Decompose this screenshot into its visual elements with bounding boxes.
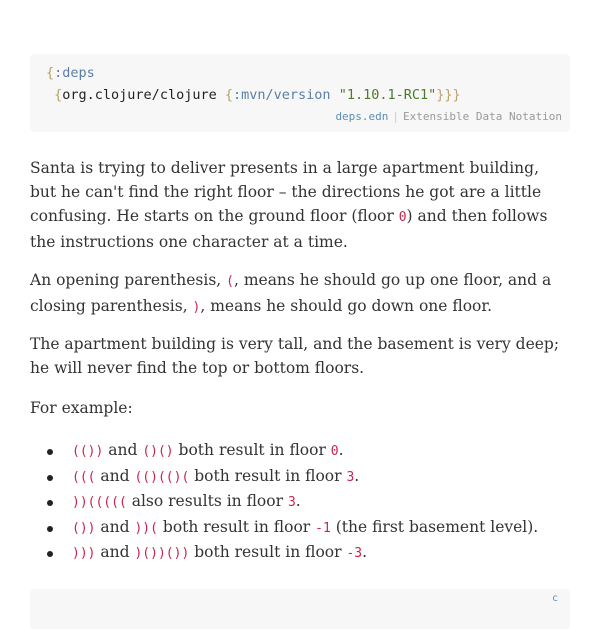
example-code: )())()) — [134, 546, 190, 561]
code-keyword-deps: :deps — [54, 65, 95, 81]
code-brace: { — [224, 87, 233, 103]
para1-text-a: Santa is trying to deliver presents in a large apartment building, but he can't find the right floor – the directions he got are a little confusing. He starts on the ground floor (floor — [30, 159, 542, 225]
example-text: . — [354, 466, 360, 485]
inline-code-floor0: 0 — [398, 210, 407, 225]
example-code: ()() — [142, 444, 174, 459]
example-floor: 3 — [287, 495, 296, 510]
example-code: ))( — [134, 520, 158, 536]
example-code: ))((((( — [72, 495, 127, 510]
bullet — [47, 475, 53, 481]
list-item — [30, 438, 570, 464]
inline-code-close-paren: ) — [192, 300, 201, 315]
paragraph-intro — [30, 156, 570, 254]
bullet — [47, 500, 53, 506]
example-text: both result in floor — [157, 517, 316, 536]
para2-text-a: An opening parenthesis, — [30, 271, 227, 289]
paragraph-building: The apartment building is very tall, and the basement is very deep; he will never find the top or bottom floors. — [30, 335, 560, 377]
paragraph-for-example: For example: — [30, 399, 133, 417]
list-item — [30, 515, 570, 541]
example-text: also results in floor — [126, 492, 288, 510]
example-text: both result in floor — [189, 466, 347, 485]
caption-separator: | — [392, 110, 400, 123]
code-caption — [335, 110, 562, 123]
example-code: (()) — [72, 444, 104, 459]
list-item — [30, 489, 570, 515]
example-text: both result in floor — [189, 543, 347, 561]
example-floor: 0 — [330, 444, 339, 459]
para2-text-c: , means he should go down one floor. — [200, 297, 493, 315]
example-text: and — [95, 543, 135, 561]
inline-code-open-paren: ( — [226, 274, 234, 289]
code-brace-close: }}} — [436, 87, 461, 103]
code-block-next — [30, 589, 570, 629]
code-brace: { — [54, 87, 63, 103]
bullet — [47, 526, 53, 532]
code-hint: c — [552, 593, 559, 604]
code-content — [46, 62, 461, 106]
example-text: both result in floor — [173, 441, 331, 459]
paragraph-parens — [30, 268, 570, 320]
example-text: . — [295, 492, 301, 510]
code-version-string: "1.10.1-RC1" — [338, 87, 437, 103]
example-text: . — [338, 441, 344, 459]
code-brace: { — [46, 65, 55, 81]
caption-filename[interactable]: deps.edn — [335, 110, 389, 123]
example-code: ((( — [72, 469, 96, 485]
examples-list — [30, 438, 570, 566]
list-item — [30, 464, 570, 490]
example-code: (()(()( — [134, 469, 190, 485]
code-block-deps — [30, 54, 570, 132]
code-keyword-version: :mvn/version — [233, 87, 331, 103]
example-code: ))) — [72, 546, 96, 561]
list-item — [30, 540, 570, 566]
para1-text-b: ) and then follows the instructions one character at a time. — [30, 207, 548, 251]
example-text: and — [95, 466, 135, 485]
bullet — [47, 551, 53, 557]
code-library: org.clojure/clojure — [62, 87, 217, 103]
bullet — [47, 449, 53, 455]
example-text: . — [362, 543, 368, 561]
example-text: and — [95, 517, 135, 536]
para2-text-b: , means he should go up one floor, and a closing parenthesis, — [30, 271, 552, 315]
example-text: and — [103, 441, 143, 459]
example-floor: -1 — [315, 520, 331, 536]
example-floor: 3 — [346, 469, 355, 485]
example-floor: -3 — [346, 546, 363, 561]
example-code: ()) — [72, 520, 96, 536]
example-text: (the first basement level). — [330, 517, 539, 536]
caption-language: Extensible Data Notation — [403, 110, 562, 123]
